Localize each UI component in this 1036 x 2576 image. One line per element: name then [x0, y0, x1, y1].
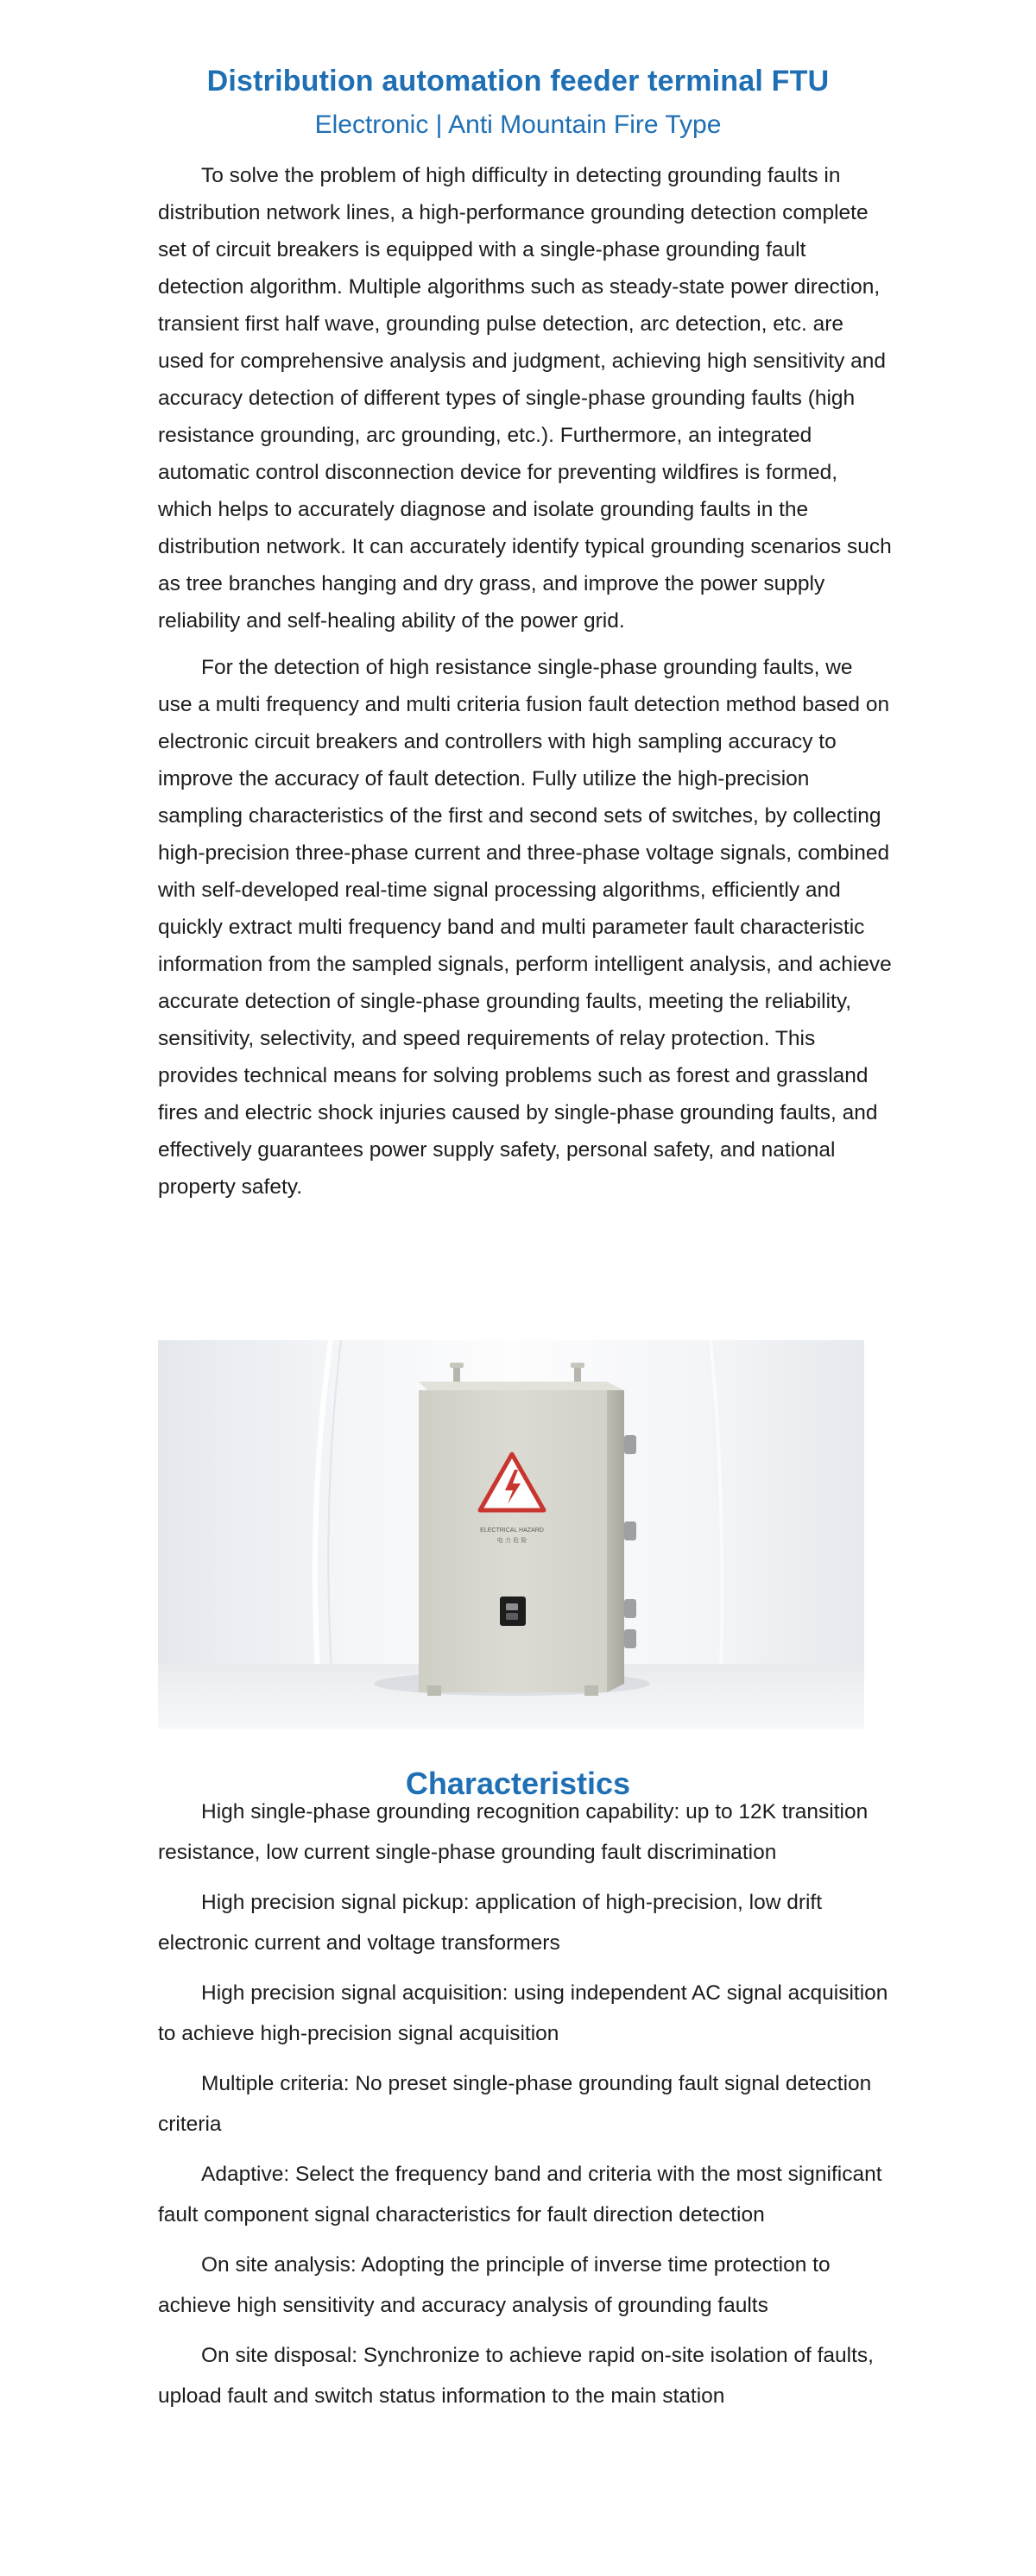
characteristics-title: Characteristics [405, 1765, 631, 1801]
characteristic-item: Multiple criteria: No preset single-phase grounding fault signal detection criteria [158, 2072, 872, 2136]
characteristic-item: High single-phase grounding recognition capability: up to 12K transition resistance, low current single-phase grounding fault discrimination [158, 1800, 869, 1864]
intro-section [158, 157, 892, 1215]
product-photo-illustration [158, 1340, 864, 1729]
page-title: Distribution automation feeder terminal FTU [206, 64, 830, 98]
cabinet-label-line: 电 力 危 险 [496, 1537, 527, 1544]
characteristic-item: Adaptive: Select the frequency band and criteria with the most significant fault component signal characteristics for fault direction detection [158, 2163, 882, 2226]
characteristic-item: On site disposal: Synchronize to achieve rapid on-site isolation of faults, upload fault and switch status information to the main station [158, 2344, 874, 2408]
product-photo [158, 1340, 864, 1729]
characteristic-item: High precision signal pickup: application of high-precision, low drift electronic current and voltage transformers [158, 1891, 823, 1955]
cabinet-label-line: ELECTRICAL HAZARD [480, 1527, 544, 1534]
characteristics-list [158, 1792, 892, 2426]
intro-paragraph: To solve the problem of high difficulty in detecting grounding faults in distribution network lines, a high-performance grounding detection complete set of circuit breakers is equipped with a single-phase grounding fault detection algorithm. Multiple algorithms such as steady-state power direction, transient first half wave, grounding pulse detection, arc detection, etc. are used for comprehensive analysis and judgment, achieving high sensitivity and accuracy detection of different types of single-phase grounding faults (high resistance grounding, arc grounding, etc.). Furthermore, an integrated automatic control disconnection device for preventing wildfires is formed, which helps to accurately diagnose and isolate grounding faults in the distribution network. It can accurately identify typical grounding scenarios such as tree branches hanging and dry grass, and improve the power supply reliability and self-healing ability of the power grid. [158, 164, 892, 633]
page-subtitle: Electronic | Anti Mountain Fire Type [314, 110, 722, 139]
characteristic-item: High precision signal acquisition: using independent AC signal acquisition to achieve high-precision signal acquisition [158, 1981, 888, 2045]
characteristic-item: On site analysis: Adopting the principle of inverse time protection to achieve high sensitivity and accuracy analysis of grounding faults [158, 2253, 831, 2317]
door-latch-icon [500, 1597, 526, 1626]
intro-paragraph: For the detection of high resistance single-phase grounding faults, we use a multi frequency and multi criteria fusion fault detection method based on electronic circuit breakers and controllers with high sampling accuracy to improve the accuracy of fault detection. Fully utilize the high-precision sampling characteristics of the first and second sets of switches, by collecting high-precision three-phase current and three-phase voltage signals, combined with self-developed real-time signal processing algorithms, efficiently and quickly extract multi frequency band and multi parameter fault characteristic information from the sampled signals, perform intelligent analysis, and achieve accurate detection of single-phase grounding faults, meeting the reliability, sensitivity, selectivity, and speed requirements of relay protection. This provides technical means for solving problems such as forest and grassland fires and electric shock injuries caused by single-phase grounding faults, and effectively guarantees power supply safety, personal safety, and national property safety. [158, 656, 892, 1199]
